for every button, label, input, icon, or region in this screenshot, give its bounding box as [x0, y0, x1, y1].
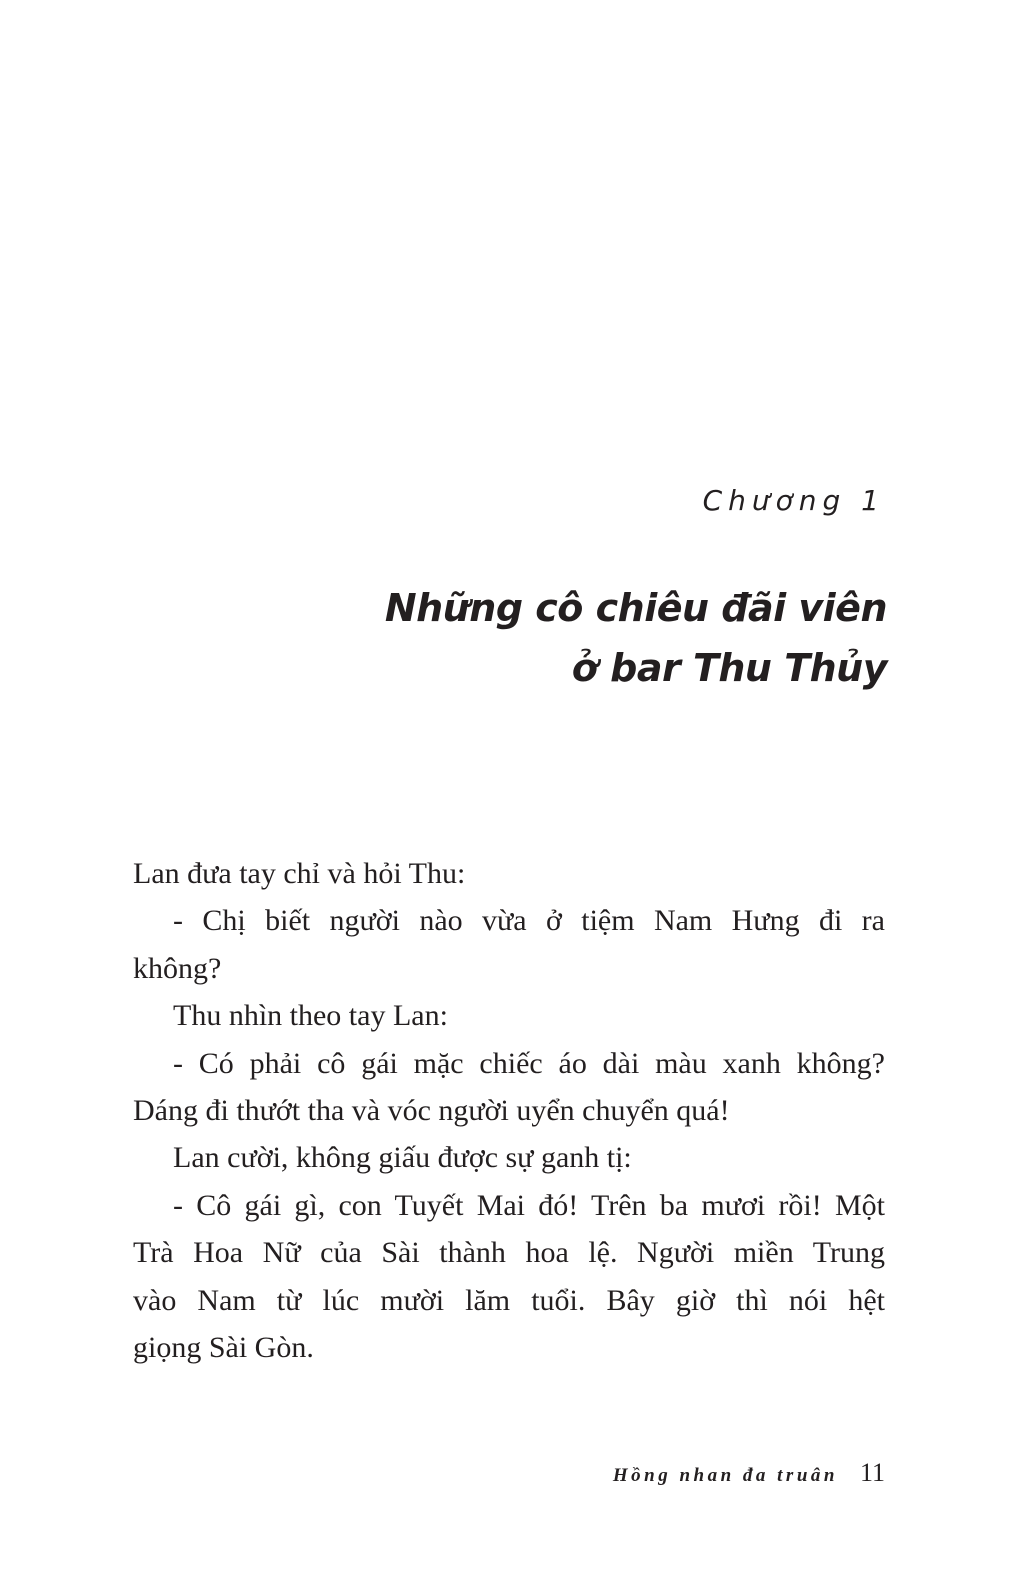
chapter-title — [385, 578, 887, 698]
text-line: - Chị biết người nào vừa ở tiệm Nam Hưng đi ra — [173, 904, 885, 938]
text-line: không? — [133, 951, 222, 985]
page-footer — [613, 1458, 885, 1488]
text-line: Lan cười, không giấu được sự ganh tị: — [173, 1141, 632, 1175]
body-text — [133, 850, 885, 1371]
chapter-title-line: Những cô chiêu đãi viên — [384, 586, 887, 630]
text-line: Dáng đi thướt tha và vóc người uyển chuyển quá! — [133, 1094, 730, 1128]
running-title: Hồng nhan đa truân — [612, 1465, 838, 1486]
page-number: 11 — [859, 1458, 885, 1487]
chapter-title-line: ở bar Thu Thủy — [571, 646, 887, 690]
text-line: - Có phải cô gái mặc chiếc áo dài màu xanh không? — [173, 1046, 885, 1080]
text-line: Lan đưa tay chỉ và hỏi Thu: — [133, 857, 466, 890]
text-line: - Cô gái gì, con Tuyết Mai đó! Trên ba mươi rồi! Một — [173, 1188, 885, 1222]
text-line: vào Nam từ lúc mười lăm tuổi. Bây giờ thì nói hệt — [133, 1283, 885, 1317]
text-line: giọng Sài Gòn. — [133, 1331, 314, 1365]
text-line: Trà Hoa Nữ của Sài thành hoa lệ. Người miền Trung — [133, 1236, 885, 1270]
chapter-label: Chương 1 — [702, 484, 885, 517]
text-line: Thu nhìn theo tay Lan: — [173, 999, 448, 1033]
